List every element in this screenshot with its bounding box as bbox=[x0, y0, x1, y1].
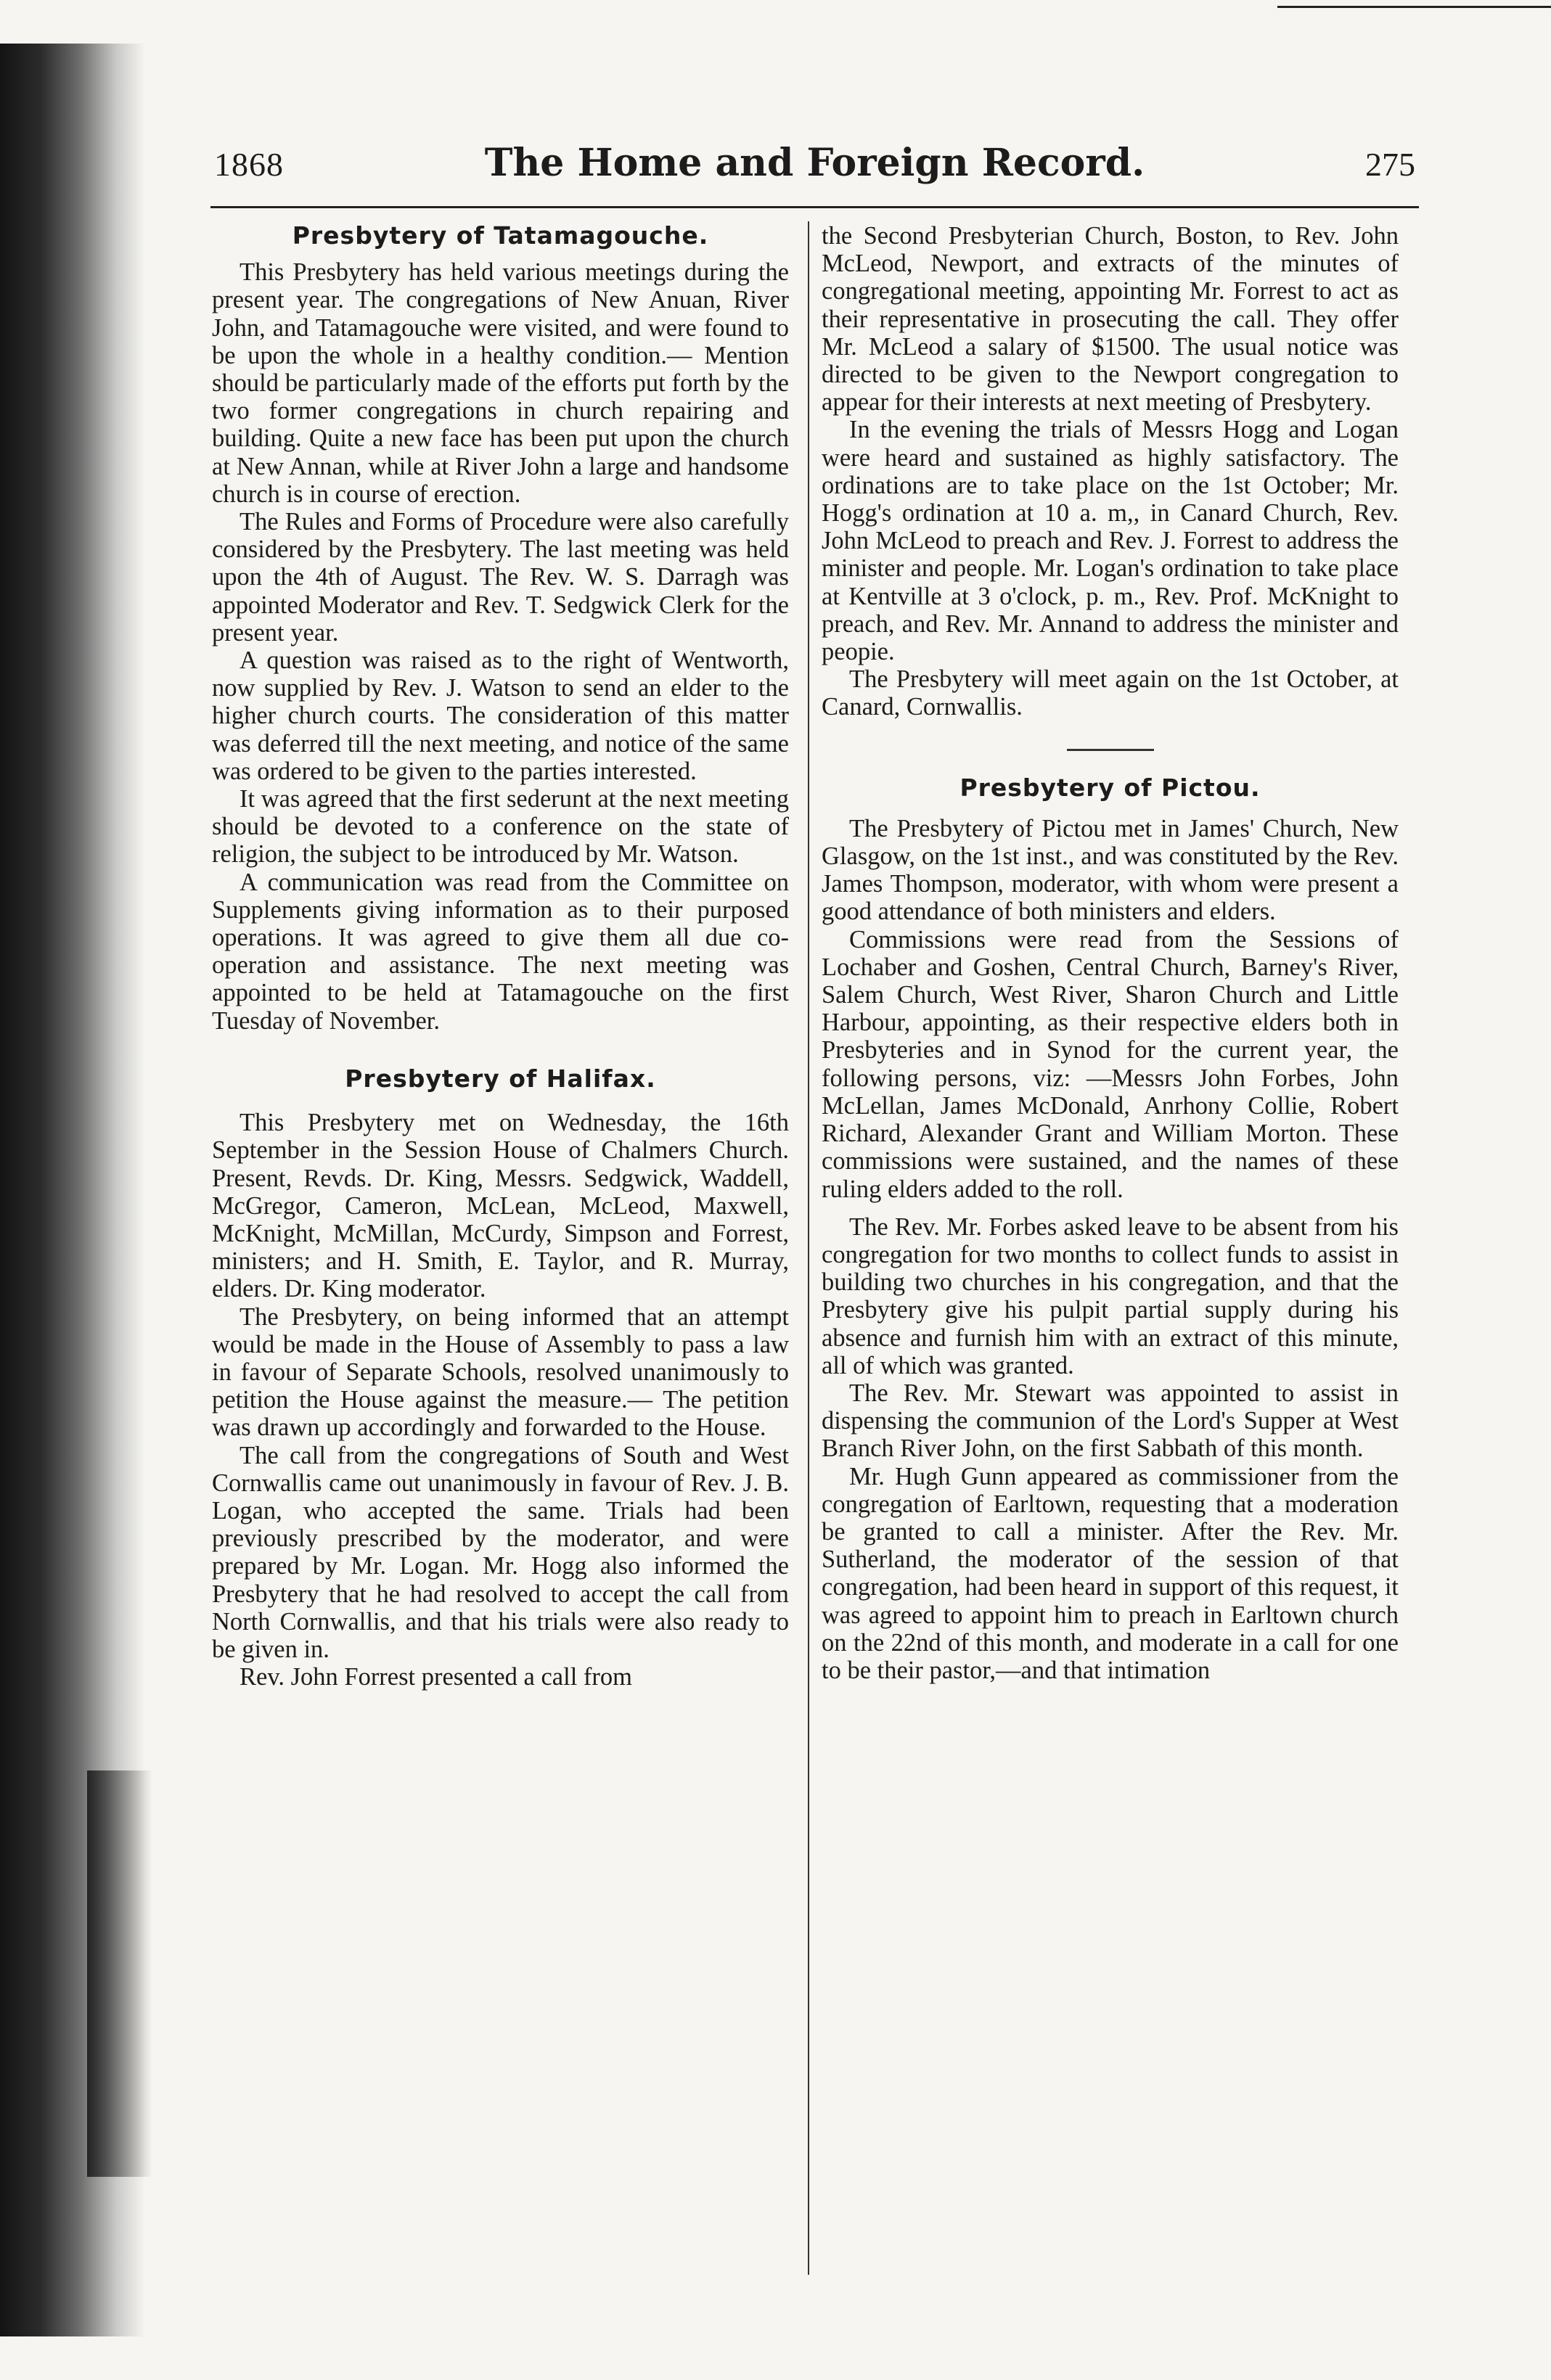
paragraph: A question was raised as to the right of Wentworth, now supplied by Rev. J. Watson to send an elder to the higher church courts. The consideration of this matter was deferred till the next meeting, and notice of the same was ordered to be given to the parties interested. bbox=[212, 647, 789, 785]
paragraph: The Presbytery of Pictou met in James' Church, New Glasgow, on the 1st inst., and was constituted by the Rev. James Thompson, moderator, with whom were present a good attendance of both ministers and elders. bbox=[822, 814, 1399, 926]
page-edge-mark bbox=[87, 1770, 152, 2177]
column-divider bbox=[808, 221, 809, 2275]
section-separator bbox=[1067, 749, 1154, 751]
paragraph: The Rules and Forms of Procedure were also carefully considered by the Presbytery. The last meeting was held upon the 4th of August. The Rev. W. S. Darragh was appointed Moderator and Rev. T. Sedgwick Clerk for the present year. bbox=[212, 508, 789, 647]
paragraph: The Rev. Mr. Forbes asked leave to be absent from his congregation for two months to collect funds to assist in building two churches in his congregation, and that the Presbytery give his pulpit partial supply during his absence and furnish him with an extract of this minute, all of which was granted. bbox=[822, 1212, 1399, 1379]
section-heading: Presbytery of Pictou. bbox=[959, 773, 1261, 802]
journal-title: The Home and Foreign Record. bbox=[484, 141, 1145, 185]
section-tatamagouche bbox=[212, 222, 789, 1035]
section-pictou bbox=[822, 774, 1399, 1685]
header-rule bbox=[210, 206, 1419, 208]
section-halifax bbox=[212, 1065, 789, 1691]
paragraph: Rev. John Forrest presented a call from bbox=[240, 1663, 632, 1691]
top-edge-line bbox=[1277, 6, 1551, 8]
paragraph: Mr. Hugh Gunn appeared as commissioner from the congregation of Earltown, requesting that a moderation be granted to call a minister. After the Rev. Mr. Sutherland, the moderator of the session of that congregation, had been heard in support of this request, it was agreed to appoint him to preach in Earltown church on the 22nd of this month, and moderate in a call for one to be their pastor,—and that intimation bbox=[822, 1462, 1399, 1684]
paragraph: the Second Presbyterian Church, Boston, to Rev. John McLeod, Newport, and extracts of the minutes of congregational meeting, appointing Mr. Forrest to act as their representative in prosecuting the call. They offer Mr. McLeod a salary of $1500. The usual notice was directed to be given to the Newport congregation to appear for their interests at next meeting of Presbytery. bbox=[822, 222, 1399, 416]
paragraph: This Presbytery met on Wednesday, the 16th September in the Session House of Chalmers Church. Present, Revds. Dr. King, Messrs. Sedgwick, Waddell, McGregor, Cameron, McLean, McLeod, Maxwell, McKnight, McMillan, McCurdy, Simpson and Forrest, ministers; and H. Smith, E. Taylor, and R. Murray, elders. Dr. King moderator. bbox=[212, 1109, 789, 1303]
paragraph: The call from the congregations of South and West Cornwallis came out unanimously in favour of Rev. J. B. Logan, who accepted the same. Trials had been previously prescribed by the moderator, and were prepared by Mr. Logan. Mr. Hogg also informed the Presbytery that he had resolved to accept the call from North Cornwallis, and that his trials were also ready to be given in. bbox=[212, 1441, 789, 1663]
right-column bbox=[822, 222, 1399, 2283]
paragraph: The Rev. Mr. Stewart was appointed to assist in dispensing the communion of the Lord's Supper at West Branch River John, on the first Sabbath of this month. bbox=[822, 1379, 1399, 1463]
paragraph: This Presbytery has held various meetings during the present year. The congregations of New Anuan, River John, and Tatamagouche were visited, and were found to be upon the whole in a healthy condition.— Mention should be particularly made of the efforts put forth by the two former congregations in church repairing and building. Quite a new face has been put upon the church at New Annan, while at River John a large and handsome church is in course of erection. bbox=[212, 258, 789, 508]
section-heading: Presbytery of Tatamagouche. bbox=[292, 222, 709, 250]
section-halifax-continued bbox=[822, 222, 1399, 721]
running-header bbox=[214, 138, 1415, 203]
left-column bbox=[212, 222, 789, 2283]
paragraph: A communication was read from the Committee on Supplements giving information as to their purposed operations. It was agreed to give them all due co-operation and assistance. The next meeting was appointed to be held at Tatamagouche on the first Tuesday of November. bbox=[212, 868, 789, 1035]
paragraph: It was agreed that the first sederunt at the next meeting should be devoted to a conference on the state of religion, the subject to be introduced by Mr. Watson. bbox=[212, 785, 789, 869]
page-number: 275 bbox=[1365, 146, 1415, 183]
paragraph: The Presbytery, on being informed that an attempt would be made in the House of Assembly to pass a law in favour of Separate Schools, resolved unanimously to petition the House against the measure.— The petition was drawn up accordingly and forwarded to the House. bbox=[212, 1302, 789, 1442]
section-heading: Presbytery of Halifax. bbox=[345, 1064, 656, 1093]
paragraph: The Presbytery will meet again on the 1st October, at Canard, Cornwallis. bbox=[822, 665, 1399, 721]
paragraph: Commissions were read from the Sessions of Lochaber and Goshen, Central Church, Barney's River, Salem Church, West River, Sharon Church and Little Harbour, appointing, as their respective elders both in Presbyteries and in Synod for the current year, the following persons, viz: —Messrs John Forbes, John McLellan, James McDonald, Anrhony Collie, Robert Richard, Alexander Grant and William Morton. These commissions were sustained, and the names of these ruling elders added to the roll. bbox=[822, 925, 1399, 1203]
header-year: 1868 bbox=[214, 146, 284, 183]
paragraph: In the evening the trials of Messrs Hogg and Logan were heard and sustained as highly satisfactory. The ordinations are to take place on the 1st October; Mr. Hogg's ordination at 10 a. m,, in Canard Church, Rev. John McLeod to preach and Rev. J. Forrest to address the minister and people. Mr. Logan's ordination to take place at Kentville at 3 o'clock, p. m., Rev. Prof. McKnight to preach, and Rev. Mr. Annand to address the minister and peopie. bbox=[822, 416, 1399, 666]
